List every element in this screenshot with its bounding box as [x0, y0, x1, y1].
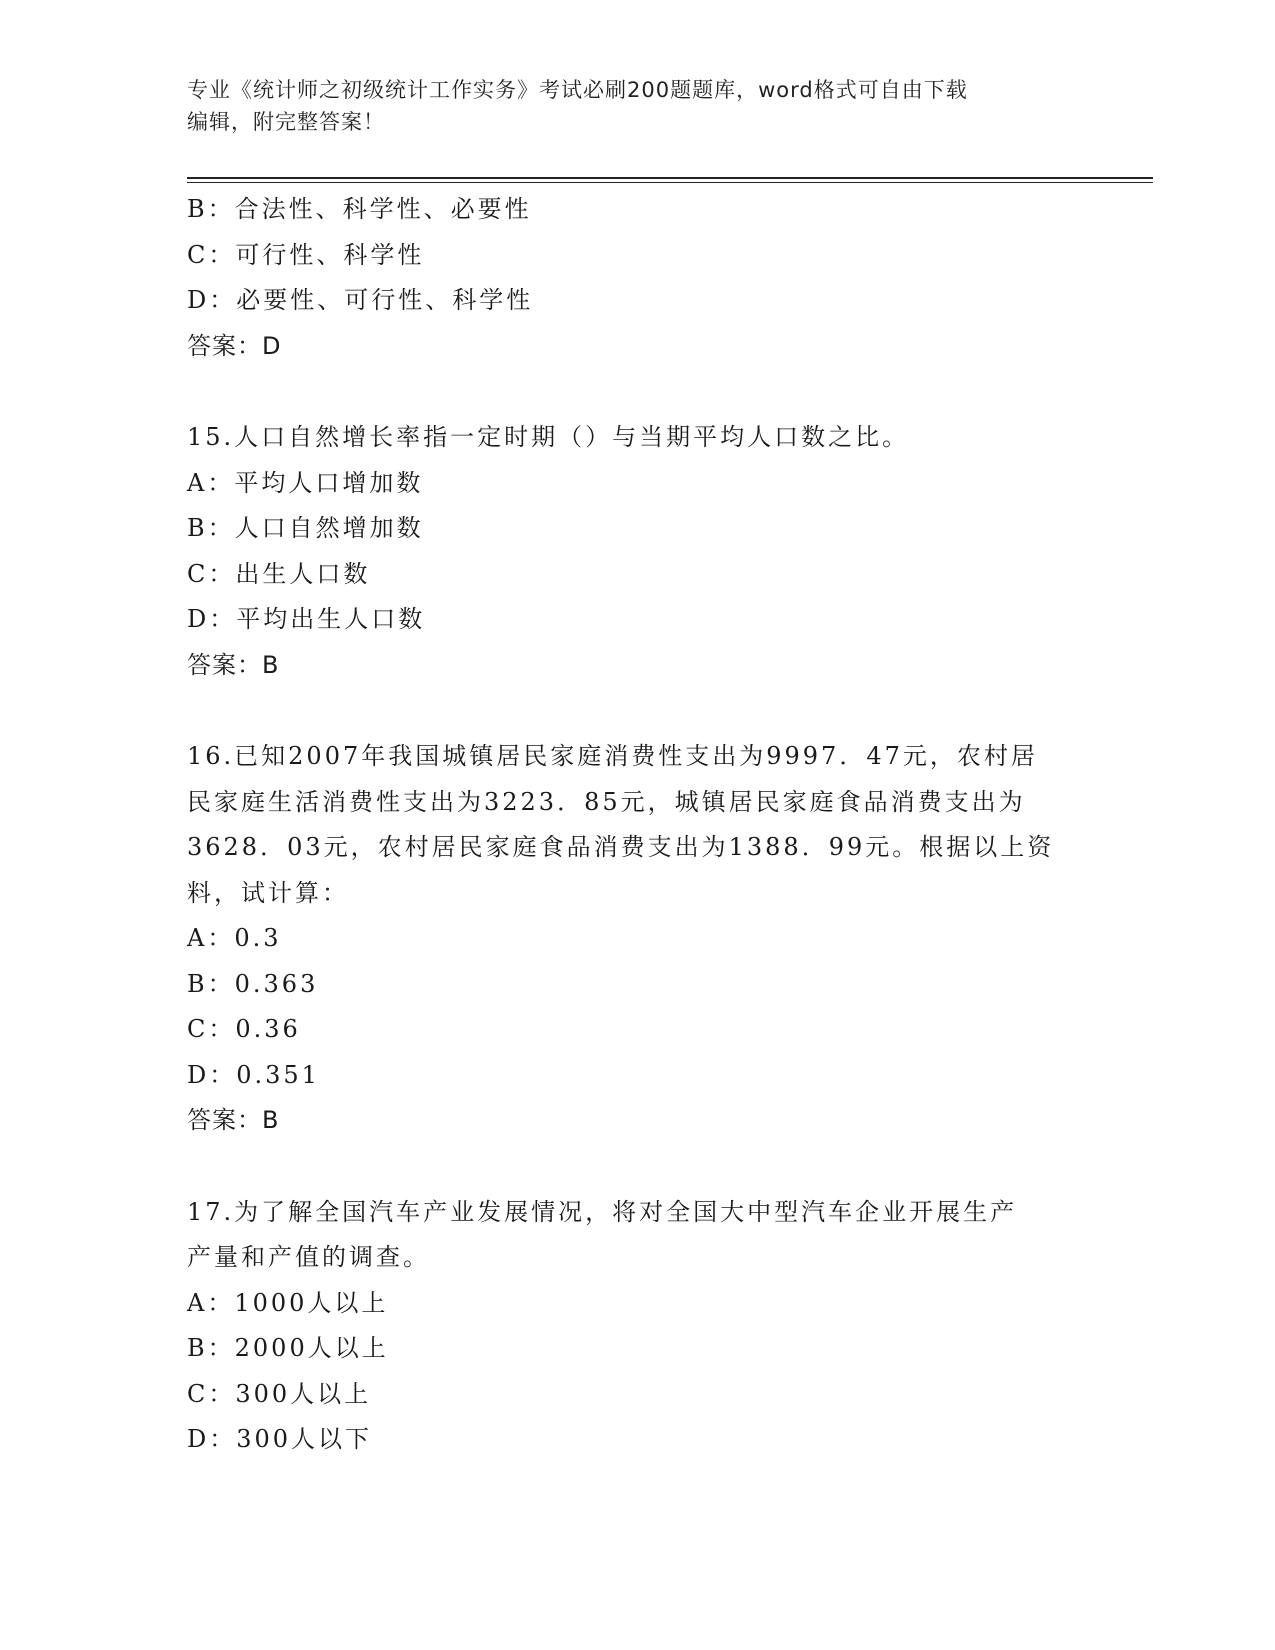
header-rule-thick — [187, 177, 1153, 179]
header-line-1: 专业《统计师之初级统计工作实务》考试必刷200题题库，word格式可自由下载 — [187, 78, 968, 102]
spacer — [187, 1144, 1087, 1190]
question-stem-line-1: 16.已知2007年我国城镇居民家庭消费性支出为9997．47元，农村居 — [187, 742, 1038, 770]
option-b: B：人口自然增加数 — [187, 514, 424, 542]
question-16 — [187, 734, 1087, 1144]
option-a: A：平均人口增加数 — [187, 468, 424, 497]
header-rule-thin — [187, 182, 1153, 183]
answer-line: 答案：B — [187, 650, 280, 679]
option-a: A：1000人以上 — [187, 1288, 389, 1317]
spacer — [187, 369, 1087, 415]
question-17 — [187, 1190, 1087, 1463]
option-d: D：必要性、可行性、科学性 — [187, 286, 534, 314]
question-stem-line-1: 17.为了解全国汽车产业发展情况，将对全国大中型汽车企业开展生产 — [187, 1197, 1018, 1226]
option-d: D：0.351 — [187, 1060, 320, 1089]
answer-line: 答案：B — [187, 1106, 280, 1134]
question-stem-line-3: 3628．03元，农村居民家庭食品消费支出为1388．99元。根据以上资 — [187, 833, 1055, 861]
option-c: C：出生人口数 — [187, 559, 371, 588]
option-d: D：平均出生人口数 — [187, 605, 426, 633]
document-header — [187, 74, 1077, 138]
option-b: B：2000人以上 — [187, 1334, 389, 1362]
question-15 — [187, 415, 1087, 688]
question-14 — [187, 187, 1087, 369]
option-a: A：0.3 — [187, 924, 282, 952]
header-line-2: 编辑，附完整答案！ — [187, 110, 385, 134]
option-d: D：300人以下 — [187, 1425, 373, 1453]
question-content — [187, 187, 1087, 1463]
option-b: B：0.363 — [187, 969, 319, 998]
option-c: C：300人以上 — [187, 1379, 372, 1408]
option-c: C：可行性、科学性 — [187, 240, 425, 269]
option-c: C：0.36 — [187, 1015, 301, 1043]
spacer — [187, 688, 1087, 734]
option-b: B：合法性、科学性、必要性 — [187, 195, 532, 223]
question-stem-line-2: 产量和产值的调查。 — [187, 1243, 430, 1271]
question-stem-line-2: 民家庭生活消费性支出为3223．85元，城镇居民家庭食品消费支出为 — [187, 787, 1026, 816]
question-stem-line-4: 料，试计算： — [187, 878, 349, 907]
answer-line: 答案：D — [187, 331, 282, 360]
question-stem: 15.人口自然增长率指一定时期（）与当期平均人口数之比。 — [187, 423, 910, 451]
